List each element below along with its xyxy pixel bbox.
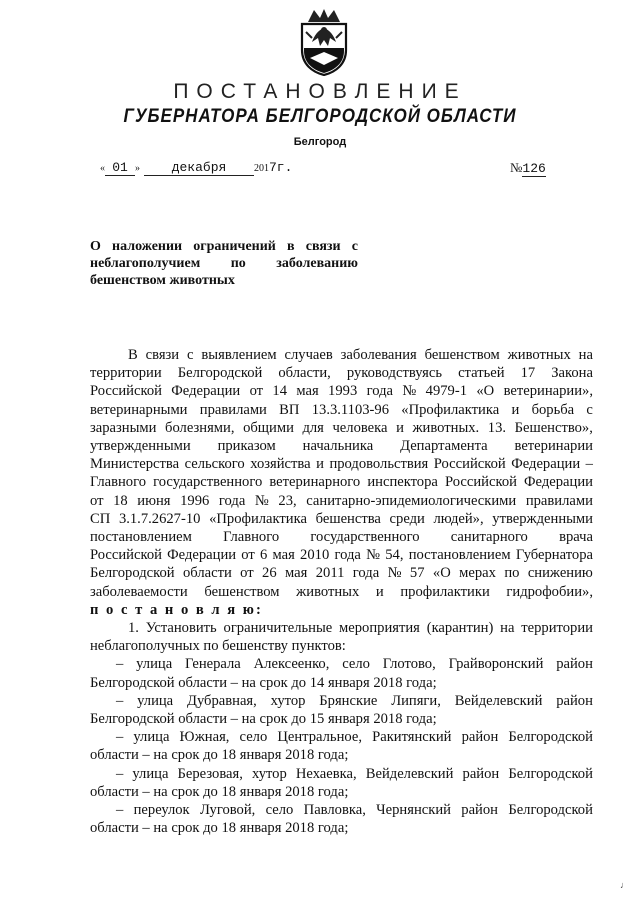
body-word: мероприятия bbox=[339, 620, 420, 637]
date-year-prefix: 201 bbox=[254, 163, 269, 174]
body-word: ветеринарными bbox=[90, 401, 188, 418]
body-word: Федерации bbox=[511, 456, 581, 473]
body-word: Главного bbox=[223, 529, 280, 546]
body-word: выявлением bbox=[201, 347, 277, 363]
body-word: – bbox=[116, 802, 124, 819]
title-line bbox=[90, 272, 358, 289]
body-word: области – на срок до 18 января 2018 года; bbox=[90, 820, 349, 837]
body-word: район bbox=[462, 765, 500, 782]
body-word: ограничительные bbox=[223, 620, 333, 637]
body-word: животных bbox=[507, 347, 571, 363]
body-word: Губернатора bbox=[515, 547, 593, 564]
body-word: № bbox=[402, 383, 417, 400]
body-word: Федерации bbox=[167, 547, 237, 564]
body-word: болезнями, bbox=[165, 419, 235, 436]
body-word: Российской bbox=[433, 456, 506, 473]
body-word: утвержденными bbox=[492, 510, 593, 527]
body-word: по bbox=[504, 565, 520, 582]
body-word: Генерала bbox=[185, 656, 241, 673]
body-word: Российской bbox=[445, 474, 517, 491]
body-word: Департамента bbox=[400, 438, 488, 455]
body-word: статьей bbox=[458, 365, 505, 382]
body-word: Федерации bbox=[171, 383, 241, 400]
date-open-quote: « bbox=[100, 163, 105, 174]
body-word: переулок bbox=[133, 802, 190, 819]
body-word: Ракитянский bbox=[372, 729, 452, 746]
body-line bbox=[90, 655, 593, 673]
body-word: неблагополучных по бешенству пунктов: bbox=[90, 638, 346, 655]
body-line bbox=[90, 765, 593, 783]
body-word: район bbox=[556, 692, 593, 709]
body-line bbox=[90, 801, 593, 819]
body-word: Глотово, bbox=[382, 656, 436, 673]
body-word: области, bbox=[278, 365, 331, 382]
issuing-authority: ГУБЕРНАТОРА БЕЛГОРОДСКОЙ ОБЛАСТИ bbox=[123, 104, 517, 127]
body-word: территории bbox=[521, 620, 593, 637]
body-word: 23, bbox=[278, 492, 297, 509]
body-word: улица bbox=[132, 765, 169, 782]
body-word: район bbox=[461, 802, 498, 819]
city: Белгород bbox=[293, 136, 347, 148]
body-word: № bbox=[254, 492, 269, 509]
body-word: Федерации bbox=[524, 474, 593, 491]
body-word: государственного bbox=[310, 529, 420, 546]
body-word: 4979-1 bbox=[425, 383, 468, 400]
body-word: с bbox=[187, 347, 194, 363]
body-word: сельского bbox=[184, 456, 245, 473]
body-line bbox=[90, 401, 593, 419]
body-word: животных. bbox=[412, 419, 480, 436]
body-line bbox=[90, 510, 593, 528]
body-word: Липяги, bbox=[391, 692, 441, 709]
document-body bbox=[90, 346, 593, 837]
body-word: 57 bbox=[409, 565, 425, 582]
body-word: и bbox=[316, 456, 324, 473]
body-word: Главного bbox=[90, 474, 147, 491]
number-label: № bbox=[510, 160, 523, 175]
body-word: руководствуясь bbox=[346, 365, 443, 382]
title-word: ограничений bbox=[193, 239, 276, 254]
body-word: правилами bbox=[525, 492, 593, 509]
body-line bbox=[90, 728, 593, 746]
body-word: село bbox=[239, 729, 268, 746]
body-word: Нехаевка, bbox=[295, 765, 357, 782]
body-word: 1993 bbox=[328, 383, 358, 400]
body-line bbox=[90, 382, 593, 400]
body-word: (карантин) bbox=[426, 620, 494, 637]
body-word: Центральное, bbox=[277, 729, 362, 746]
body-word: от bbox=[249, 383, 264, 400]
body-line bbox=[90, 455, 593, 473]
body-word: постановлением bbox=[408, 547, 511, 564]
body-word: утвержденными bbox=[90, 438, 191, 455]
body-line bbox=[90, 746, 593, 764]
body-line bbox=[90, 564, 593, 582]
body-word: человека bbox=[332, 419, 388, 436]
body-word: Белгородской bbox=[508, 802, 593, 819]
body-word: хутор bbox=[270, 692, 306, 709]
body-word: гидрофобии», bbox=[506, 583, 593, 600]
body-word: года bbox=[352, 565, 380, 582]
body-word: – bbox=[116, 729, 124, 746]
body-word: «О bbox=[476, 383, 495, 400]
body-word: – bbox=[116, 765, 124, 782]
body-word: В bbox=[128, 347, 138, 363]
body-word: Бешенство», bbox=[514, 419, 593, 436]
body-line bbox=[90, 546, 593, 564]
body-line bbox=[90, 473, 593, 491]
body-word: постановлением bbox=[90, 529, 192, 546]
body-word: Белгородской bbox=[508, 765, 593, 782]
body-line bbox=[90, 619, 593, 637]
body-line bbox=[90, 637, 593, 655]
body-word: «О bbox=[432, 565, 451, 582]
body-word: животных bbox=[296, 583, 360, 600]
body-line bbox=[90, 674, 593, 692]
body-word: 13. bbox=[487, 419, 507, 436]
body-word: Березовая, bbox=[177, 765, 243, 782]
body-word: от bbox=[240, 565, 254, 582]
body-word: профилактики bbox=[400, 583, 490, 600]
body-word: хозяйства bbox=[250, 456, 311, 473]
body-word: Вейделевский bbox=[365, 765, 454, 782]
body-line bbox=[90, 601, 593, 619]
body-word: Белгородской bbox=[508, 729, 593, 746]
body-word: мерах bbox=[459, 565, 496, 582]
body-line bbox=[90, 819, 593, 837]
title-word: связи bbox=[305, 239, 341, 254]
body-word: правилами bbox=[199, 401, 267, 418]
title-line bbox=[90, 238, 358, 255]
body-word: Брянские bbox=[319, 692, 378, 709]
body-line bbox=[90, 492, 593, 510]
body-word: санитарно-эпидемиологическими bbox=[306, 492, 517, 509]
date-day: 01 bbox=[105, 160, 135, 176]
body-word: улица bbox=[136, 656, 173, 673]
body-word: – bbox=[116, 692, 124, 709]
document-date bbox=[100, 160, 292, 176]
body-word: Чернянский bbox=[376, 802, 451, 819]
title-word: бешенством животных bbox=[90, 273, 235, 288]
body-word: Грайворонский bbox=[448, 656, 544, 673]
body-word: заболевания bbox=[340, 347, 417, 363]
body-word: Луговой, bbox=[199, 802, 256, 819]
body-word: от bbox=[90, 492, 104, 509]
document-type: ПОСТАНОВЛЕНИЕ bbox=[173, 80, 467, 103]
title-word: заболеванию bbox=[276, 256, 358, 271]
body-word: Российской bbox=[90, 383, 162, 400]
body-line bbox=[90, 419, 593, 437]
body-word: на bbox=[500, 620, 515, 637]
body-word: Дубравная, bbox=[187, 692, 257, 709]
body-line bbox=[90, 583, 593, 601]
body-word: Белгородской области – на срок до 14 января 2018 года; bbox=[90, 674, 437, 691]
body-word: и bbox=[396, 419, 404, 436]
body-word: улица bbox=[137, 692, 174, 709]
body-word: 13.3.1103-96 bbox=[311, 401, 390, 418]
body-word: Закона bbox=[551, 365, 593, 382]
title-word: О bbox=[90, 239, 101, 254]
body-word: Павловка, bbox=[303, 802, 366, 819]
body-word: село bbox=[342, 656, 370, 673]
document-title bbox=[90, 238, 358, 289]
body-word: п о с т а н о в л я ю: bbox=[90, 601, 263, 618]
body-word: 1. bbox=[128, 620, 139, 637]
body-word: области – на срок до 18 января 2018 года; bbox=[90, 747, 349, 764]
body-word: № bbox=[366, 547, 381, 564]
title-word: с bbox=[351, 239, 358, 254]
body-word: улица bbox=[133, 729, 170, 746]
body-word: 54, bbox=[385, 547, 404, 564]
body-line bbox=[90, 783, 593, 801]
body-word: на bbox=[578, 347, 593, 363]
body-word: бешенства bbox=[315, 510, 381, 527]
body-word: области bbox=[182, 565, 232, 582]
body-word: заразными bbox=[90, 419, 157, 436]
body-line bbox=[90, 437, 593, 455]
body-word: Установить bbox=[145, 620, 217, 637]
body-word: бешенством bbox=[204, 583, 280, 600]
coat-of-arms-icon bbox=[296, 8, 352, 76]
body-word: мая bbox=[285, 565, 308, 582]
body-word: среди bbox=[389, 510, 425, 527]
body-word: «Профилактика bbox=[209, 510, 307, 527]
body-word: врача bbox=[559, 529, 593, 546]
body-word: хутор bbox=[251, 765, 287, 782]
body-word: Министерства bbox=[90, 456, 180, 473]
body-word: инспектора bbox=[367, 474, 438, 491]
body-word: и bbox=[375, 583, 384, 600]
body-line bbox=[90, 692, 593, 710]
body-word: 17 bbox=[520, 365, 536, 382]
body-word: 1996 bbox=[180, 492, 210, 509]
body-word: от bbox=[241, 547, 255, 564]
body-line bbox=[90, 710, 593, 728]
body-word: 6 bbox=[259, 547, 268, 564]
title-word: по bbox=[230, 256, 246, 271]
body-word: территории bbox=[90, 365, 162, 382]
body-word: Российской bbox=[90, 547, 162, 564]
body-word: Белгородской bbox=[177, 365, 263, 382]
number-value: 126 bbox=[522, 161, 546, 176]
body-word: снижению bbox=[527, 565, 593, 582]
body-line bbox=[90, 528, 593, 546]
date-year-suffix: 7г. bbox=[269, 160, 293, 175]
body-word: санитарного bbox=[450, 529, 528, 546]
body-word: продовольствия bbox=[329, 456, 429, 473]
body-word: случаев bbox=[284, 347, 333, 363]
body-word: 3.1.7.2627-10 bbox=[118, 510, 201, 527]
body-word: 18 bbox=[113, 492, 128, 509]
body-line bbox=[90, 364, 593, 382]
body-word: Вейделевский bbox=[454, 692, 543, 709]
body-word: начальника bbox=[302, 438, 374, 455]
title-word: наложении bbox=[112, 239, 183, 254]
body-word: 2011 bbox=[315, 565, 345, 582]
body-word: года bbox=[218, 492, 246, 509]
body-word: мая bbox=[272, 547, 295, 564]
body-word: СП bbox=[90, 510, 111, 527]
body-word: бешенством bbox=[424, 347, 500, 363]
body-word: приказом bbox=[217, 438, 276, 455]
body-word: борьба bbox=[531, 401, 575, 418]
body-word: 14 bbox=[272, 383, 287, 400]
body-word: № bbox=[387, 565, 402, 582]
title-word: неблагополучием bbox=[90, 256, 201, 271]
body-word: людей», bbox=[433, 510, 484, 527]
body-line bbox=[90, 346, 593, 364]
body-word: Южная, bbox=[179, 729, 230, 746]
body-word: для bbox=[302, 419, 324, 436]
body-word: и bbox=[511, 401, 520, 418]
body-word: года bbox=[334, 547, 361, 564]
body-word: ветеринарного bbox=[269, 474, 361, 491]
document-number bbox=[510, 160, 546, 176]
body-word: мая bbox=[296, 383, 319, 400]
body-word: заболеваемости bbox=[90, 583, 188, 600]
body-word: Алексеенко, bbox=[253, 656, 330, 673]
body-word: – bbox=[585, 456, 593, 473]
body-word: общими bbox=[243, 419, 294, 436]
body-word: ветеринарии bbox=[514, 438, 593, 455]
body-word: район bbox=[556, 656, 593, 673]
corner-mark: ♩ bbox=[620, 880, 629, 890]
date-close-quote: » bbox=[135, 163, 140, 174]
body-word: район bbox=[461, 729, 499, 746]
body-word: 26 bbox=[262, 565, 277, 582]
body-word: года bbox=[366, 383, 393, 400]
body-word: ВП bbox=[279, 401, 300, 418]
body-word: 2010 bbox=[300, 547, 330, 564]
title-word: в bbox=[287, 239, 295, 254]
title-line bbox=[90, 255, 358, 272]
body-word: Белгородской области – на срок до 15 января 2018 года; bbox=[90, 711, 437, 728]
body-word: связи bbox=[145, 347, 180, 363]
body-word: июня bbox=[137, 492, 171, 509]
body-word: Белгородской bbox=[90, 565, 175, 582]
body-word: село bbox=[265, 802, 294, 819]
body-word: государственного bbox=[153, 474, 263, 491]
body-word: ветеринарии», bbox=[503, 383, 593, 400]
body-word: с bbox=[586, 401, 593, 418]
body-word: – bbox=[116, 656, 124, 673]
body-word: «Профилактика bbox=[401, 401, 500, 418]
body-word: области – на срок до 18 января 2018 года; bbox=[90, 783, 349, 800]
date-month: декабря bbox=[144, 160, 254, 176]
